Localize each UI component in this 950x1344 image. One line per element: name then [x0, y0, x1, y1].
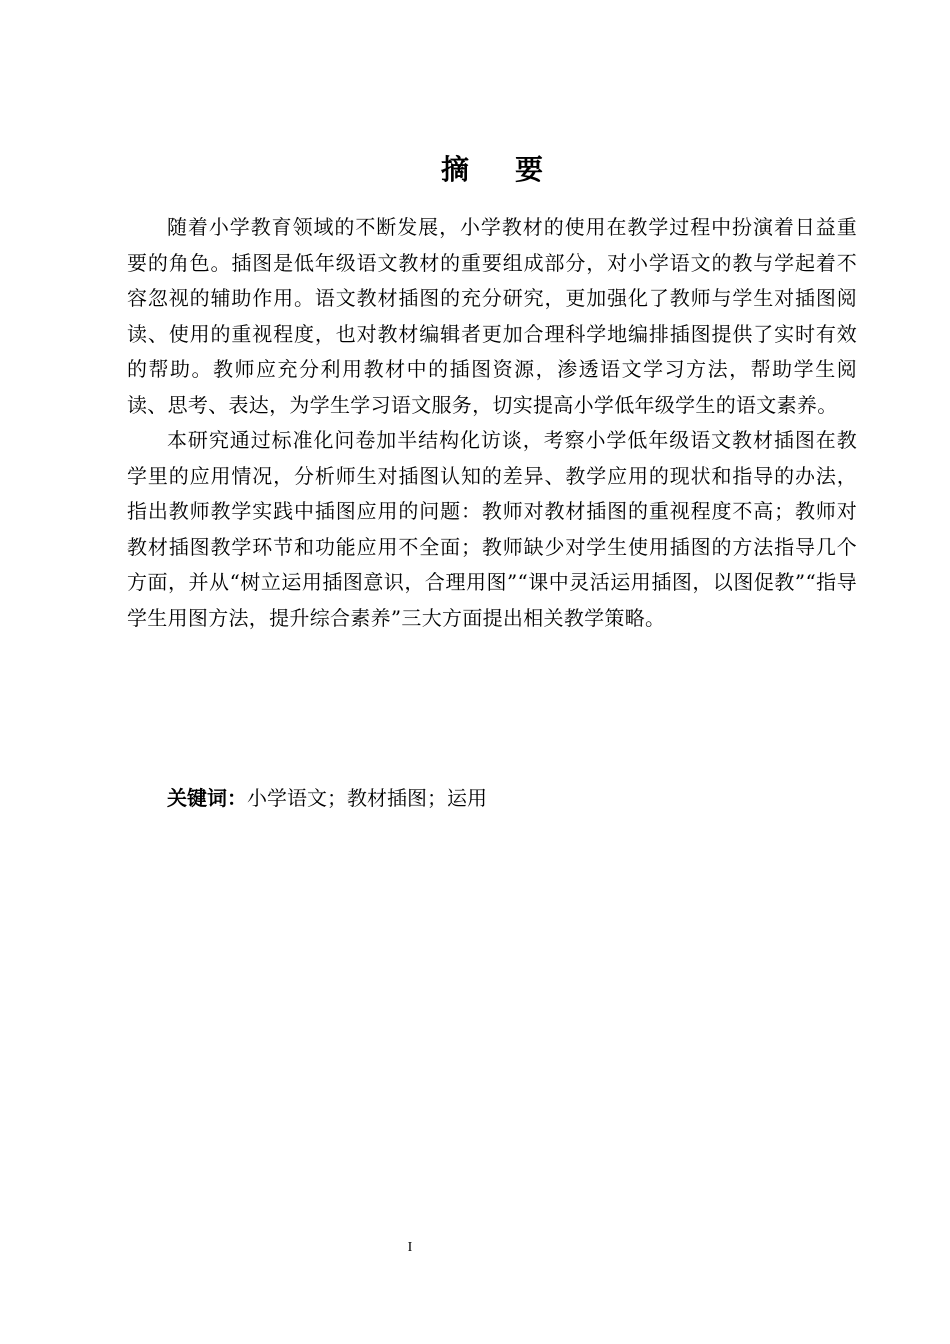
abstract-heading: [0, 150, 950, 190]
keywords-label: 关键词：: [167, 786, 247, 810]
abstract-paragraph-1: 随着小学教育领域的不断发展，小学教材的使用在教学过程中扮演着日益重要的角色。插图是低年级语文教材的重要组成部分，对小学语文的教与学起着不容忽视的辅助作用。语文教材插图的充分研究，更加强化了教师与学生对插图阅读、使用的重视程度，也对教材编辑者更加合理科学地编排插图提供了实时有效的帮助。教师应充分利用教材中的插图资源，渗透语文学习方法，帮助学生阅读、思考、表达，为学生学习语文服务，切实提高小学低年级学生的语文素养。: [127, 215, 857, 417]
keywords-value: 小学语文；教材插图；运用: [247, 786, 487, 810]
heading-char-1: 摘: [440, 153, 471, 186]
keywords-line: [167, 781, 487, 816]
heading-char-2: 要: [515, 153, 546, 186]
page-number: I: [407, 1240, 413, 1255]
abstract-paragraph-2: 本研究通过标准化问卷加半结构化访谈，考察小学低年级语文教材插图在教学里的应用情况，分析师生对插图认知的差异、教学应用的现状和指导的办法，指出教师教学实践中插图应用的问题：教师对教材插图的重视程度不高；教师对教材插图教学环节和功能应用不全面；教师缺少对学生使用插图的方法指导几个方面，并从“树立运用插图意识，合理用图”“课中灵活运用插图，以图促教”“指导学生用图方法，提升综合素养”三大方面提出相关教学策略。: [127, 428, 857, 630]
abstract-body: [127, 210, 857, 636]
